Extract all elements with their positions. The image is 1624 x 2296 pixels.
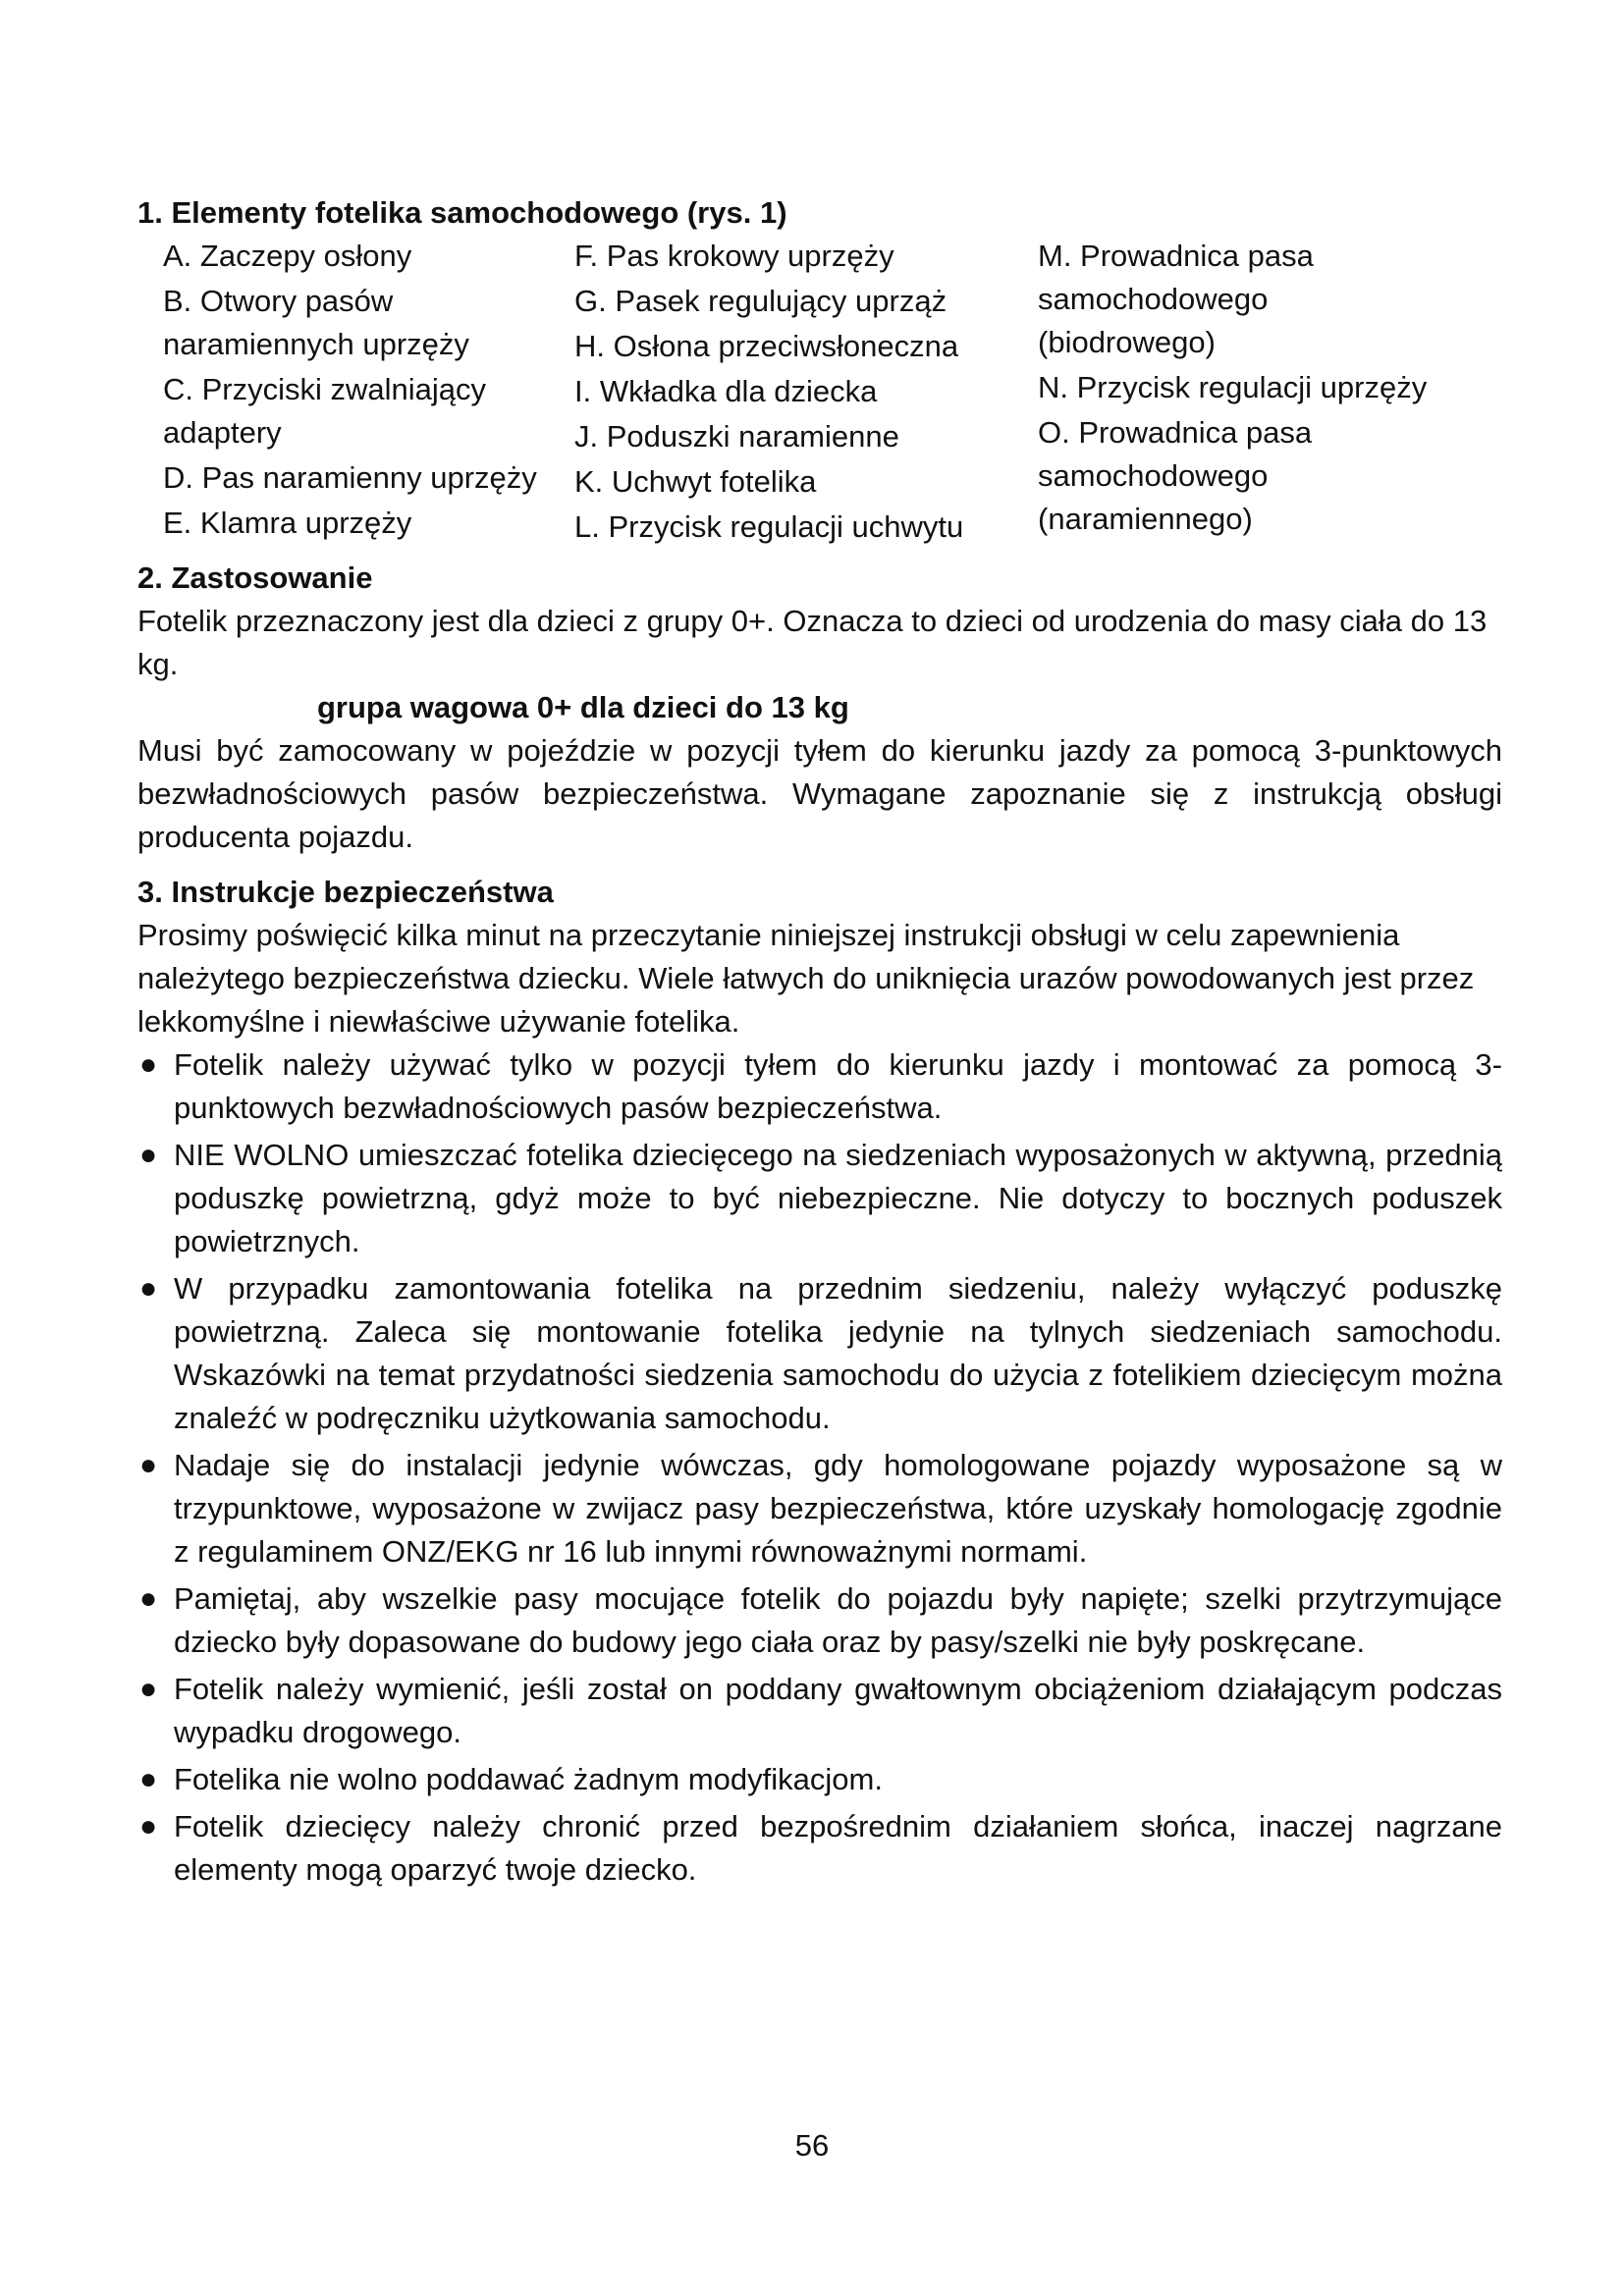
bullet-icon: ● <box>139 1810 158 1842</box>
bullet-text: Fotelik należy wymienić, jeśli został on poddany gwałtownym obciążeniom działającym podczas wypadku drogowego. <box>174 1672 1502 1749</box>
parts-column-2 <box>565 235 1026 551</box>
list-item <box>137 1758 1502 1801</box>
bullet-icon: ● <box>139 1272 158 1305</box>
section-2-heading: 2. Zastosowanie <box>137 561 373 595</box>
part-item: N. Przycisk regulacji uprzęży <box>1038 370 1428 404</box>
parts-column-3 <box>1026 235 1438 551</box>
list-item <box>137 1134 1502 1263</box>
usage-paragraph: Fotelik przeznaczony jest dla dzieci z grupy 0+. Oznacza to dzieci od urodzenia do masy ciała do 13 kg. <box>137 604 1488 681</box>
list-item <box>137 1805 1502 1892</box>
part-item: G. Pasek regulujący uprząż <box>574 284 947 318</box>
parts-list <box>137 235 1502 551</box>
list-item <box>137 1444 1502 1574</box>
part-item: F. Pas krokowy uprzęży <box>574 239 894 273</box>
list-item <box>137 1043 1502 1130</box>
part-item: I. Wkładka dla dziecka <box>574 374 878 408</box>
part-item: K. Uchwyt fotelika <box>574 464 817 499</box>
section-1-heading: 1. Elementy fotelika samochodowego (rys. 1) <box>137 195 787 230</box>
document-page <box>137 191 1502 1896</box>
bullet-text: Pamiętaj, aby wszelkie pasy mocujące fotelik do pojazdu były napięte; szelki przytrzymujące dziecko były dopasowane do budowy jego ciała oraz by pasy/szelki nie były poskręcane. <box>174 1581 1502 1659</box>
part-item: M. Prowadnica pasa samochodowego (biodrowego) <box>1038 239 1314 359</box>
bullet-text: NIE WOLNO umieszczać fotelika dziecięcego na siedzeniach wyposażonych w aktywną, przednią poduszkę powietrzną, gdyż może to być niebezpieczne. Nie dotyczy to bocznych poduszek powietrznych. <box>174 1138 1502 1258</box>
list-item <box>137 1267 1502 1440</box>
safety-bullet-list <box>137 1043 1502 1892</box>
list-item <box>137 1577 1502 1664</box>
page-number: 56 <box>794 2128 830 2163</box>
bullet-text: W przypadku zamontowania fotelika na przednim siedzeniu, należy wyłączyć poduszkę powietrzną. Zaleca się montowanie fotelika jedynie na tylnych siedzeniach samochodu. Wskazówki na temat przydatności siedzenia samochodu do użycia z fotelikiem dziecięcym można znaleźć w podręczniku użytkowania samochodu. <box>174 1271 1502 1435</box>
bullet-icon: ● <box>139 1763 158 1795</box>
part-item: H. Osłona przeciwsłoneczna <box>574 329 959 363</box>
part-item: D. Pas naramienny uprzęży <box>163 460 537 495</box>
list-item <box>137 1668 1502 1754</box>
bullet-icon: ● <box>139 1048 158 1081</box>
bullet-icon: ● <box>139 1582 158 1615</box>
bullet-icon: ● <box>139 1449 158 1481</box>
part-item: B. Otwory pasów naramiennych uprzęży <box>163 284 469 361</box>
safety-intro-paragraph: Prosimy poświęcić kilka minut na przeczytanie niniejszej instrukcji obsługi w celu zapewnienia należytego bezpieczeństwa dziecku. Wiele łatwych do uniknięcia urazów powodowanych jest przez lekkomyślne i niewłaściwe używanie fotelika. <box>137 918 1475 1039</box>
bullet-text: Fotelik dziecięcy należy chronić przed bezpośrednim działaniem słońca, inaczej nagrzane elementy mogą oparzyć twoje dziecko. <box>174 1809 1502 1887</box>
part-item: O. Prowadnica pasa samochodowego (naramiennego) <box>1038 415 1313 536</box>
weight-group-highlight: grupa wagowa 0+ dla dzieci do 13 kg <box>317 690 849 724</box>
mounting-paragraph: Musi być zamocowany w pojeździe w pozycji tyłem do kierunku jazdy za pomocą 3-punktowych bezwładnościowych pasów bezpieczeństwa. Wymagane zapoznanie się z instrukcją obsługi producenta pojazdu. <box>137 733 1502 854</box>
part-item: C. Przyciski zwalniający adaptery <box>163 372 487 450</box>
bullet-icon: ● <box>139 1139 158 1171</box>
part-item: E. Klamra uprzęży <box>163 506 412 540</box>
bullet-text: Nadaje się do instalacji jedynie wówczas, gdy homologowane pojazdy wyposażone są w trzypunktowe, wyposażone w zwijacz pasy bezpieczeństwa, które uzyskały homologację zgodnie z regulaminem ONZ/EKG nr 16 lub innymi równoważnymi normami. <box>174 1448 1502 1569</box>
part-item: A. Zaczepy osłony <box>163 239 412 273</box>
part-item: J. Poduszki naramienne <box>574 419 899 454</box>
parts-column-1 <box>137 235 565 551</box>
bullet-icon: ● <box>139 1673 158 1705</box>
part-item: L. Przycisk regulacji uchwytu <box>574 509 964 544</box>
bullet-text: Fotelik należy używać tylko w pozycji tyłem do kierunku jazdy i montować za pomocą 3-punktowych bezwładnościowych pasów bezpieczeństwa. <box>174 1047 1502 1125</box>
section-3-heading: 3. Instrukcje bezpieczeństwa <box>137 875 554 909</box>
bullet-text: Fotelika nie wolno poddawać żadnym modyfikacjom. <box>174 1762 883 1796</box>
